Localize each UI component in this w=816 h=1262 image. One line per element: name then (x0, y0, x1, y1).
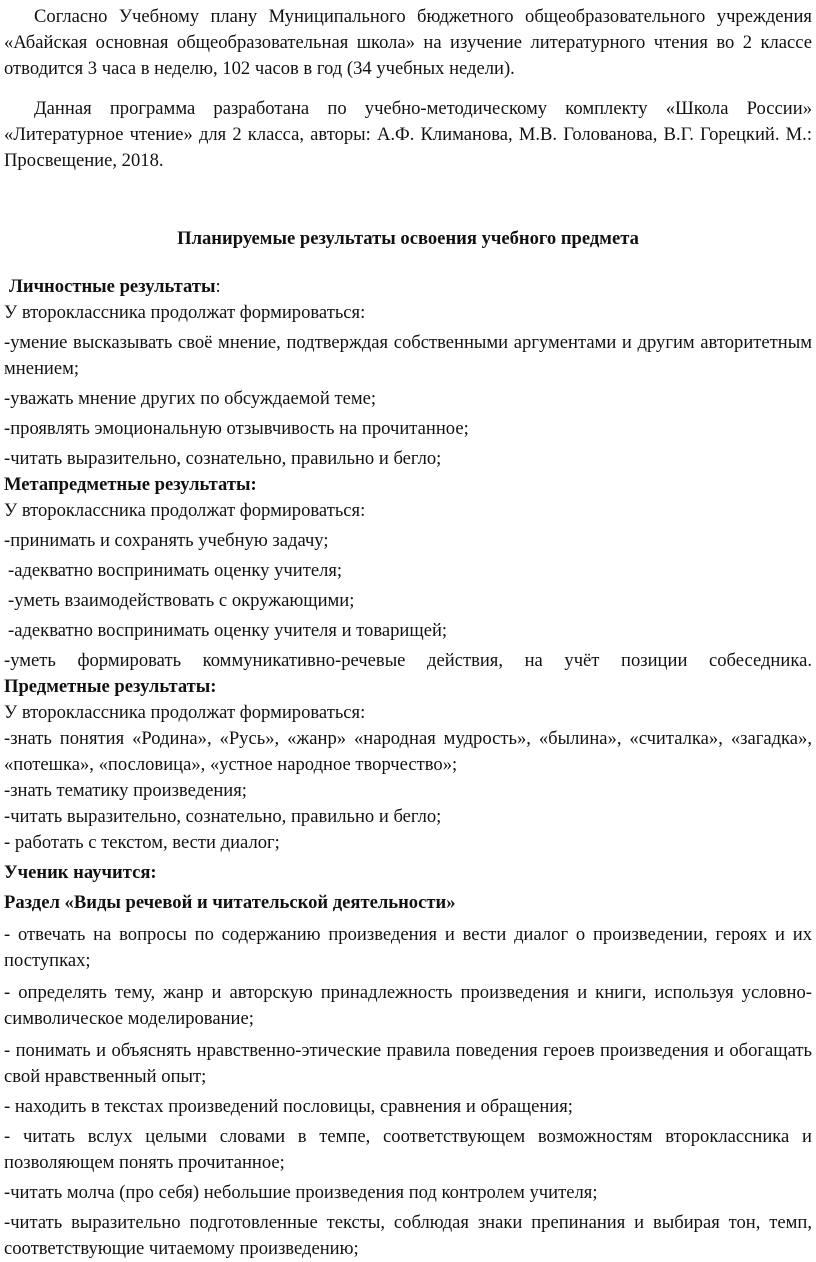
meta-item-5: -уметь формировать коммуникативно-речевые действия, на учёт позиции собеседника. (4, 650, 812, 671)
meta-item-3: -уметь взаимодействовать с окружающими; (8, 590, 355, 611)
meta-item-1: -принимать и сохранять учебную задачу; (4, 530, 329, 551)
meta-item-2: -адекватно воспринимать оценку учителя; (8, 560, 343, 581)
learns-item-5: - читать вслух целыми словами в темпе, соответствующем возможностям второклассника и позволяющем понять прочитанное; (4, 1126, 812, 1173)
learns-heading: Ученик научится: (4, 862, 157, 883)
learns-item-1: - отвечать на вопросы по содержанию произведения и вести диалог о произведении, героях и их поступках; (4, 924, 812, 971)
subject-item-2: -знать тематику произведения; (4, 780, 247, 801)
personal-heading: Личностные результаты (9, 276, 216, 297)
learns-item-2: - определять тему, жанр и авторскую принадлежность произведения и книги, используя условно-символическое моделирование; (4, 982, 812, 1029)
personal-heading-line (4, 274, 812, 300)
personal-item-1: -умение высказывать своё мнение, подтверждая собственными аргументами и другим авторитетным мнением; (4, 332, 812, 379)
section-title: Планируемые результаты освоения учебного предмета (177, 228, 639, 249)
subject-item-4: - работать с текстом, вести диалог; (4, 832, 280, 853)
learns-item-7: -читать выразительно подготовленные тексты, соблюдая знаки препинания и выбирая тон, темп, соответствующие читаемому произведению; (4, 1212, 812, 1259)
intro-paragraph-2: Данная программа разработана по учебно-методическому комплекту «Школа России» «Литературное чтение» для 2 класса, авторы: А.Ф. Климанова, М.В. Голованова, В.Г. Горецкий. М.: Просвещение, 2018. (4, 98, 812, 171)
learns-item-6: -читать молча (про себя) небольшие произведения под контролем учителя; (4, 1182, 598, 1203)
personal-intro: У второклассника продолжат формироваться: (4, 302, 366, 323)
intro-paragraph-1: Согласно Учебному плану Муниципального бюджетного общеобразовательного учреждения «Абайская основная общеобразовательная школа» на изучение литературного чтения во 2 классе отводится 3 часа в неделю, 102 часов в год (34 учебных недели). (4, 6, 812, 79)
subject-heading: Предметные результаты: (4, 676, 217, 697)
learns-section-heading: Раздел «Виды речевой и читательской деятельности» (4, 892, 456, 913)
learns-item-3: - понимать и объяснять нравственно-этические правила поведения героев произведения и обогащать свой нравственный опыт; (4, 1040, 812, 1087)
personal-item-2: -уважать мнение других по обсуждаемой теме; (4, 388, 377, 409)
meta-intro: У второклассника продолжат формироваться: (4, 500, 366, 521)
personal-heading-colon: : (215, 276, 221, 297)
subject-intro: У второклассника продолжат формироваться: (4, 702, 366, 723)
personal-item-4: -читать выразительно, сознательно, правильно и бегло; (4, 448, 442, 469)
meta-item-4: -адекватно воспринимать оценку учителя и товарищей; (8, 620, 448, 641)
subject-item-1: -знать понятия «Родина», «Русь», «жанр» «народная мудрость», «былина», «считалка», «загадка», «потешка», «пословица», «устное народное творчество»; (4, 728, 812, 775)
subject-item-3: -читать выразительно, сознательно, правильно и бегло; (4, 806, 442, 827)
learns-item-4: - находить в текстах произведений пословицы, сравнения и обращения; (4, 1096, 573, 1117)
personal-item-3: -проявлять эмоциональную отзывчивость на прочитанное; (4, 418, 469, 439)
meta-heading: Метапредметные результаты: (4, 474, 257, 495)
